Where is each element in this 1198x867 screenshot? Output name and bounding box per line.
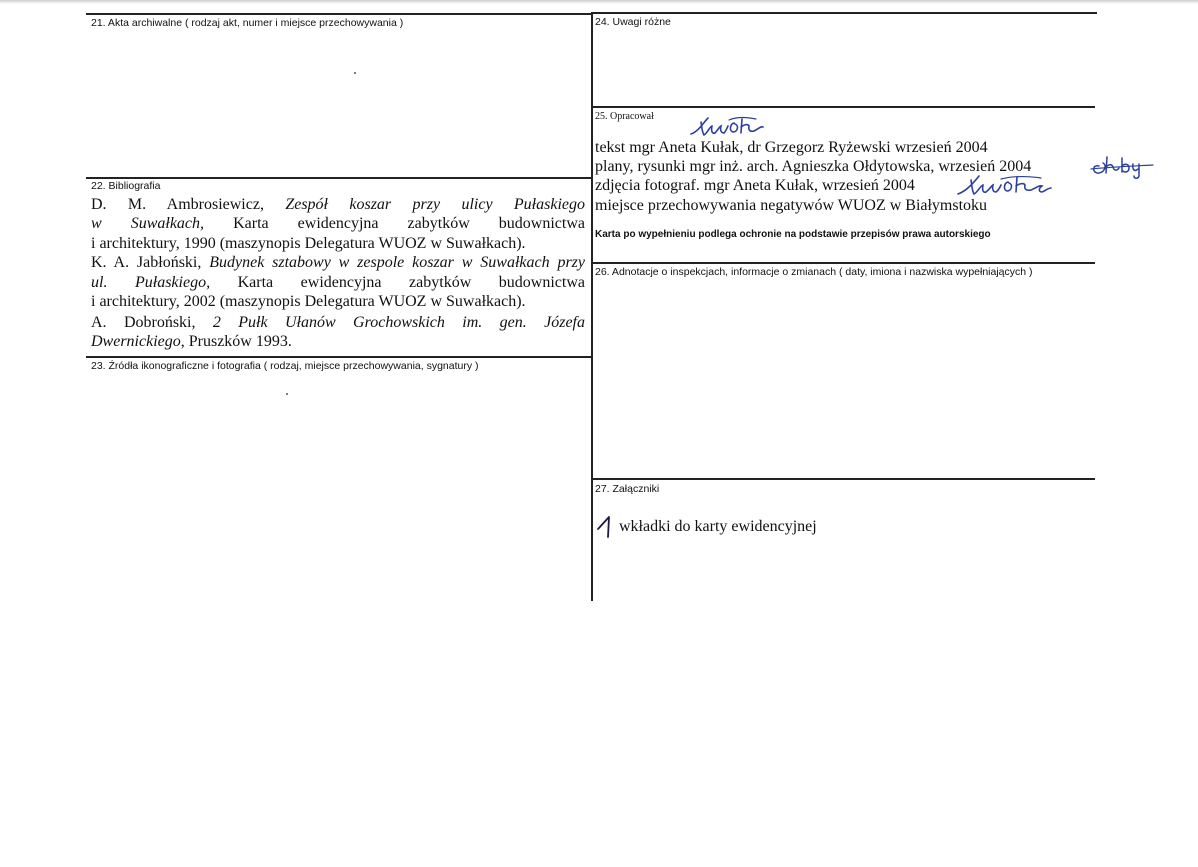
copyright-note: Karta po wypełnieniu podlega ochronie na podstawie przepisów prawa autorskiego [595,229,991,240]
bibliography-line-8 [91,332,585,351]
handwritten-signature-kulak [955,172,1055,198]
bib-rest-3: , Pruszków 1993. [180,333,292,350]
section-22-label: 22. Bibliografia [91,180,161,192]
bib-author-2: K. A. Jabłoński, [91,254,210,271]
handwritten-count [595,513,619,539]
bib-title-1b: w Suwałkach, [91,215,205,232]
rule-top-left [86,13,592,15]
author-line-plans: plany, rysunki mgr inż. arch. Agnieszka Ołdytowska, wrzesień 2004 [595,158,1032,175]
handwritten-signature-oldytowska [1089,152,1155,180]
bibliography-line-2 [91,214,585,233]
column-divider [591,12,593,601]
rule-before-26 [592,262,1095,264]
rule-before-22 [86,177,592,179]
bib-rest-2: Karta ewidencyjna zabytków budownictwa [210,274,585,291]
section-24-label: 24. Uwagi różne [595,16,671,28]
scan-speck [286,393,288,395]
bibliography-line-1 [91,195,585,214]
section-21-label: 21. Akta archiwalne ( rodzaj akt, numer i miejsce przechowywania ) [91,17,404,29]
author-line-photos: zdjęcia fotograf. mgr Aneta Kułak, wrzesień 2004 [595,177,915,194]
section-27-label: 27. Załączniki [595,483,660,495]
handwritten-signature-kulak [688,114,768,140]
bib-rest-1b: i architektury, 1990 (maszynopis Delegatura WUOZ w Suwałkach). [91,235,526,252]
bib-title-3b: Dwernickiego [91,333,181,350]
rule-before-27 [592,478,1095,480]
section-23-label: 23. Źródła ikonograficzne i fotografia ( rodzaj, miejsce przechowywania, sygnatury ) [91,360,479,372]
bibliography-line-4 [91,253,585,272]
bib-title-2b: ul. Pułaskiego, [91,274,211,291]
rule-top-right [592,12,1097,14]
bib-title-2: Budynek sztabowy w zespole koszar w Suwałkach przy [209,254,585,271]
section-25-label: 25. Opracował [595,111,654,122]
scan-speck [354,72,356,74]
bibliography-line-6 [91,292,585,311]
section-26-label: 26. Adnotacje o inspekcjach, informacje o zmianach ( daty, imiona i nazwiska wypełniających ) [595,266,1033,278]
bibliography-line-3 [91,234,585,253]
bibliography-line-5 [91,273,585,292]
bibliography-line-7 [91,313,585,332]
bib-author-1: D. M. Ambrosiewicz, [91,196,286,213]
negatives-storage-line: miejsce przechowywania negatywów WUOZ w Białymstoku [595,197,988,214]
attachments-text: wkładki do karty ewidencyjnej [619,518,817,535]
author-line-text: tekst mgr Aneta Kułak, dr Grzegorz Ryżewski wrzesień 2004 [595,139,988,156]
scan-top-edge [0,0,1198,4]
bib-rest-2b: i architektury, 2002 (maszynopis Delegatura WUOZ w Suwałkach). [91,293,526,310]
bib-rest-1: Karta ewidencyjna zabytków budownictwa [204,215,585,232]
bib-title-1: Zespół koszar przy ulicy Pułaskiego [285,196,586,213]
bib-author-3: A. Dobroński, [91,314,213,331]
rule-before-25 [592,106,1095,108]
rule-before-23 [86,356,592,358]
bib-title-3: 2 Pułk Ułanów Grochowskich im. gen. Józefa [212,314,586,331]
